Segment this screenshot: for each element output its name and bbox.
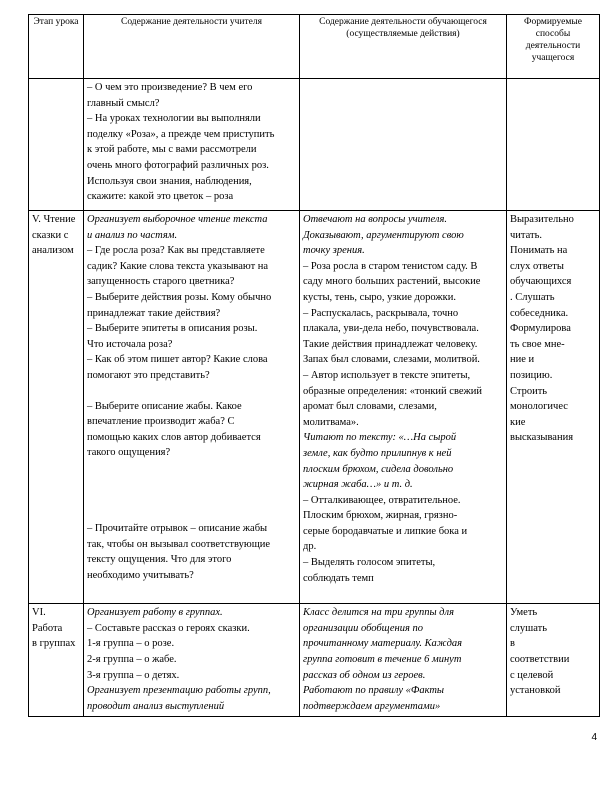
header-stage xyxy=(29,15,84,79)
teacher-text: Что источала роза? xyxy=(87,338,173,350)
stage-title: VI. xyxy=(32,607,46,619)
skills-text: Уметь xyxy=(510,607,538,619)
student-text: подтверждаем аргументами» xyxy=(303,700,441,712)
teacher-text: помогают это представить? xyxy=(87,369,210,381)
header-skills xyxy=(507,15,600,79)
teacher-text: очень много фотографий различных роз. xyxy=(87,159,269,171)
skills-text: высказывания xyxy=(510,432,574,444)
student-text: саду много больших растений, высокие xyxy=(303,276,481,288)
skills-text: ние и xyxy=(510,354,535,366)
teacher-text: Используя свои знания, наблюдения, xyxy=(87,175,252,187)
lesson-plan-table xyxy=(28,14,600,717)
teacher-text: принадлежат такие действия? xyxy=(87,307,221,319)
skills-text: читать. xyxy=(510,229,543,241)
teacher-outro: проводит анализ выступлений xyxy=(87,700,225,712)
teacher-text: тексту ощущения. Что для этого xyxy=(87,554,232,566)
header-stage-text: Этап урока xyxy=(33,17,79,27)
student-text: прочитанному материалу. Каждая xyxy=(303,638,463,650)
stage-cell xyxy=(29,604,84,717)
student-intro: точку зрения. xyxy=(303,245,365,257)
student-text: – Распускалась, раскрывала, точно xyxy=(303,307,459,319)
teacher-text: 2-я группа – о жабе. xyxy=(87,654,177,666)
student-quote: земле, как будто прилипнув к ней xyxy=(303,447,452,459)
student-cell xyxy=(300,604,507,717)
table-row xyxy=(29,79,600,211)
teacher-cell xyxy=(84,79,300,211)
student-text: Такие действия принадлежат человеку. xyxy=(303,338,478,350)
skills-text: слух ответы xyxy=(510,260,564,272)
teacher-text: впечатление производит жаба? С xyxy=(87,416,235,428)
skills-cell xyxy=(507,79,600,211)
student-cell xyxy=(300,211,507,604)
teacher-text: запущенность старого цветника? xyxy=(87,276,235,288)
table-row xyxy=(29,604,600,717)
table-row xyxy=(29,211,600,604)
header-skills-text: учащегося xyxy=(531,53,575,63)
skills-text: . Слушать xyxy=(510,291,555,303)
skills-text: обучающихся xyxy=(510,276,572,288)
header-student-text: Содержание деятельности обучающегося xyxy=(319,17,487,27)
teacher-text: – О чем это произведение? В чем его xyxy=(87,82,253,93)
header-student xyxy=(300,15,507,79)
skills-text: Строить xyxy=(510,385,548,397)
student-text: Запах был словами, слезами, молитвой. xyxy=(303,354,480,366)
student-text: Плоским брюхом, жирная, грязно- xyxy=(303,510,458,522)
student-text: группа готовит в течение 6 минут xyxy=(303,654,462,666)
teacher-text: поделку «Роза», а прежде чем приступить xyxy=(87,128,275,140)
table-header-row xyxy=(29,15,600,79)
student-quote: Читают по тексту: «…На сырой xyxy=(303,432,457,444)
skills-text: Выразительно xyxy=(510,214,574,225)
spacer xyxy=(87,384,296,399)
teacher-text: – Выберите описание жабы. Какое xyxy=(87,400,242,412)
student-text: Работают по правилу «Факты xyxy=(303,685,445,697)
student-text: соблюдать темп xyxy=(303,572,374,584)
spacer xyxy=(303,586,503,601)
stage-title: V. Чтение xyxy=(32,214,76,225)
skills-text: в xyxy=(510,638,515,650)
student-text: образные определения: «тонкий свежий xyxy=(303,385,483,397)
teacher-cell xyxy=(84,604,300,717)
skills-text: с целевой xyxy=(510,669,554,681)
student-text: – Автор использует в тексте эпитеты, xyxy=(303,369,471,381)
header-skills-text: деятельности xyxy=(525,41,581,51)
teacher-text: – Прочитайте отрывок – описание жабы xyxy=(87,522,268,534)
teacher-text: – Как об этом пишет автор? Какие слова xyxy=(87,354,268,366)
header-skills-text: Формируемые xyxy=(523,17,583,27)
student-text: организации обобщения по xyxy=(303,622,423,634)
student-quote: жирная жаба…» и т. д. xyxy=(303,479,413,491)
stage-cell xyxy=(29,211,84,604)
student-text: – Роза росла в старом тенистом саду. В xyxy=(303,260,478,272)
teacher-text: так, чтобы он вызывал соответствующие xyxy=(87,538,271,550)
teacher-text: такого ощущения? xyxy=(87,447,171,459)
stage-title: анализом xyxy=(32,245,74,257)
teacher-intro: Организует работу в группах. xyxy=(87,607,223,619)
spacer xyxy=(87,506,296,521)
student-text: молитвама». xyxy=(303,416,359,428)
student-text: плакала, уви-дела небо, почувствовала. xyxy=(303,323,479,335)
teacher-text: необходимо учитывать? xyxy=(87,569,194,581)
skills-text: Формулирова xyxy=(510,323,571,335)
teacher-text: помощью каких слов автор добивается xyxy=(87,431,261,443)
student-text: кусты, тень, сыро, узкие дорожки. xyxy=(303,291,456,303)
teacher-text: к этой работе, мы с вами рассмотрели xyxy=(87,144,257,156)
skills-text: установкой xyxy=(510,685,561,697)
stage-title: Работа xyxy=(32,622,63,634)
stage-title: сказки с xyxy=(32,229,69,241)
spacer xyxy=(87,476,296,491)
student-cell xyxy=(300,79,507,211)
header-student-text: (осуществляемые действия) xyxy=(346,29,460,39)
student-text: рассказ об одном из героев. xyxy=(303,669,426,681)
skills-text: Понимать на xyxy=(510,245,568,257)
skills-text: монологичес xyxy=(510,401,568,413)
stage-cell xyxy=(29,79,84,211)
teacher-text: – Где росла роза? Как вы представляете xyxy=(87,245,265,257)
skills-text: позицию. xyxy=(510,369,553,381)
teacher-text: садик? Какие слова текста указывают на xyxy=(87,260,269,272)
skills-text: слушать xyxy=(510,622,548,634)
student-intro: Доказывают, аргументируют свою xyxy=(303,229,464,241)
teacher-text: – На уроках технологии вы выполняли xyxy=(87,113,261,125)
teacher-cell xyxy=(84,211,300,604)
teacher-text: – Составьте рассказ о героях сказки. xyxy=(87,622,250,634)
skills-cell xyxy=(507,211,600,604)
teacher-text: 3-я группа – о детях. xyxy=(87,669,180,681)
teacher-outro: Организует презентацию работы групп, xyxy=(87,685,271,697)
student-text: – Выделять голосом эпитеты, xyxy=(303,557,436,569)
teacher-text: 1-я группа – о розе. xyxy=(87,638,175,650)
page-number: 4 xyxy=(591,732,597,743)
header-teacher xyxy=(84,15,300,79)
stage-title: в группах xyxy=(32,638,76,650)
teacher-text: – Выберите эпитеты в описания розы. xyxy=(87,323,258,335)
teacher-intro: Организует выборочное чтение текста xyxy=(87,214,268,225)
student-text: – Отталкивающее, отвратительное. xyxy=(303,494,461,506)
skills-text: собеседника. xyxy=(510,307,569,319)
student-quote: плоским брюхом, сидела довольно xyxy=(303,463,454,475)
teacher-text: скажите: какой это цветок – роза xyxy=(87,191,234,203)
spacer xyxy=(87,461,296,476)
teacher-text: – Выберите действия розы. Кому обычно xyxy=(87,291,272,303)
teacher-intro: и анализ по частям. xyxy=(87,229,178,241)
skills-text: соответствии xyxy=(510,654,570,666)
skills-text: кие xyxy=(510,416,526,428)
student-intro: Отвечают на вопросы учителя. xyxy=(303,214,448,225)
header-skills-text: способы xyxy=(535,29,571,39)
student-text: Класс делится на три группы для xyxy=(303,607,454,619)
header-teacher-text: Содержание деятельности учителя xyxy=(120,17,262,27)
student-text: др. xyxy=(303,541,317,553)
student-text: аромат был словами, слезами, xyxy=(303,401,437,413)
teacher-text: главный смысл? xyxy=(87,97,160,109)
student-text: серые бородавчатые и липкие бока и xyxy=(303,525,468,537)
skills-text: ть свое мне- xyxy=(510,338,565,350)
spacer xyxy=(87,491,296,506)
skills-cell xyxy=(507,604,600,717)
